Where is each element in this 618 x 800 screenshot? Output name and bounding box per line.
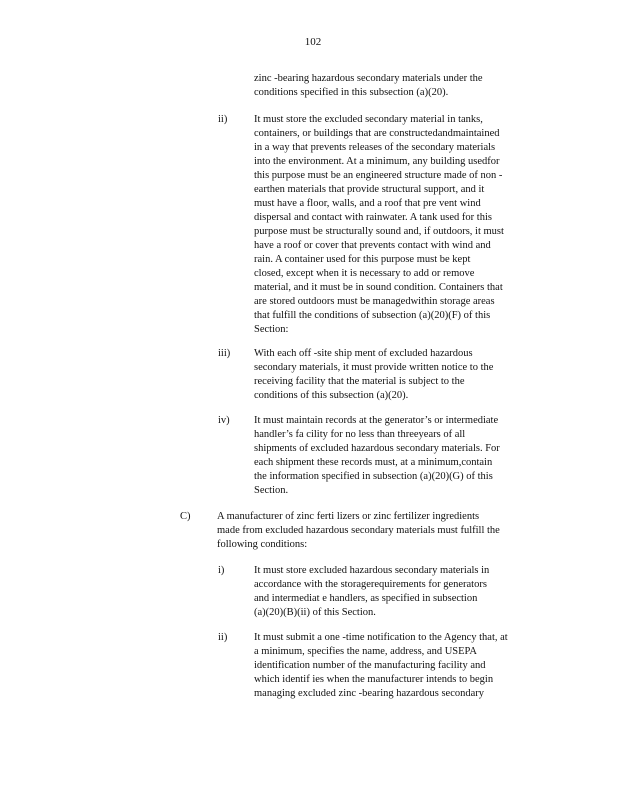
text-line: identification number of the manufacturing facility and (254, 660, 486, 671)
text-line: Section: (254, 324, 289, 335)
text-line: material, and it must be in sound condition. Containers that (254, 282, 503, 293)
text-line: With each off -site ship ment of excluded hazardous (254, 348, 473, 359)
text-line: dispersal and contact with rainwater. A tank used for this (254, 212, 492, 223)
text-line: purpose must be structurally sound and, if outdoors, it must (254, 226, 504, 237)
text-line: conditions specified in this subsection (a)(20). (254, 87, 449, 98)
text-line: rain. A container used for this purpose must be kept (254, 254, 471, 265)
text-line: are stored outdoors must be managedwithin storage areas (254, 296, 495, 307)
text-line: made from excluded hazardous secondary materials must fulfill the (217, 525, 500, 536)
text-line: shipments of excluded hazardous secondary materials. For (254, 443, 500, 454)
text-line: closed, except when it is necessary to add or remove (254, 268, 475, 279)
text-line: handler’s fa cility for no less than threeyears of all (254, 429, 466, 440)
item-marker: ii) (218, 632, 228, 643)
item-iii-paragraph (254, 347, 493, 403)
text-line: secondary materials, it must provide written notice to the (254, 362, 494, 373)
page-number: 102 (304, 36, 322, 48)
text-line: receiving facility that the material is subject to the (254, 376, 465, 387)
text-line: Section. (254, 485, 289, 496)
text-line: this purpose must be an engineered structure made of non - (254, 170, 503, 181)
text-line: (a)(20)(B)(ii) of this Section. (254, 607, 376, 618)
item-marker: ii) (218, 114, 228, 125)
text-line: containers, or buildings that are constructedandmaintained (254, 128, 500, 139)
intro-paragraph (254, 72, 483, 100)
text-line: It must maintain records at the generator’s or intermediate (254, 415, 499, 426)
text-line: the information specified in subsection (a)(20)(G) of this (254, 471, 493, 482)
text-line: in a way that prevents releases of the secondary materials (254, 142, 496, 153)
text-line: have a roof or cover that prevents contact with wind and (254, 240, 491, 251)
item-marker: iii) (218, 348, 231, 359)
item-ii-paragraph (254, 113, 504, 337)
text-line: accordance with the storagerequirements for generators (254, 579, 487, 590)
text-line: conditions of this subsection (a)(20). (254, 390, 409, 401)
text-line: must have a floor, walls, and a roof that pre vent wind (254, 198, 481, 209)
item-iv-paragraph (254, 414, 500, 498)
text-line: It must submit a one -time notification to the Agency that, at (254, 632, 508, 643)
text-line: managing excluded zinc -bearing hazardous secondary (254, 688, 485, 699)
text-line: earthen materials that provide structural support, and it (254, 184, 485, 195)
section-c-paragraph (217, 510, 500, 552)
section-c-item-i-paragraph (254, 564, 489, 620)
section-marker: C) (180, 511, 191, 522)
text-line: zinc -bearing hazardous secondary materials under the (254, 73, 483, 84)
text-line: each shipment these records must, at a minimum,contain (254, 457, 493, 468)
text-line: which identif ies when the manufacturer intends to begin (254, 674, 494, 685)
text-line: a minimum, specifies the name, address, and USEPA (254, 646, 477, 657)
text-line: and intermediat e handlers, as specified in subsection (254, 593, 478, 604)
text-line: following conditions: (217, 539, 308, 550)
text-line: It must store the excluded secondary material in tanks, (254, 114, 483, 125)
text-line: It must store excluded hazardous secondary materials in (254, 565, 490, 576)
text-line: into the environment. At a minimum, any building usedfor (254, 156, 500, 167)
text-line: A manufacturer of zinc ferti lizers or zinc fertilizer ingredients (217, 511, 480, 522)
text-line: that fulfill the conditions of subsection (a)(20)(F) of this (254, 310, 491, 321)
item-marker: iv) (218, 415, 230, 426)
section-c-item-ii-paragraph (254, 631, 508, 701)
item-marker: i) (218, 565, 225, 576)
